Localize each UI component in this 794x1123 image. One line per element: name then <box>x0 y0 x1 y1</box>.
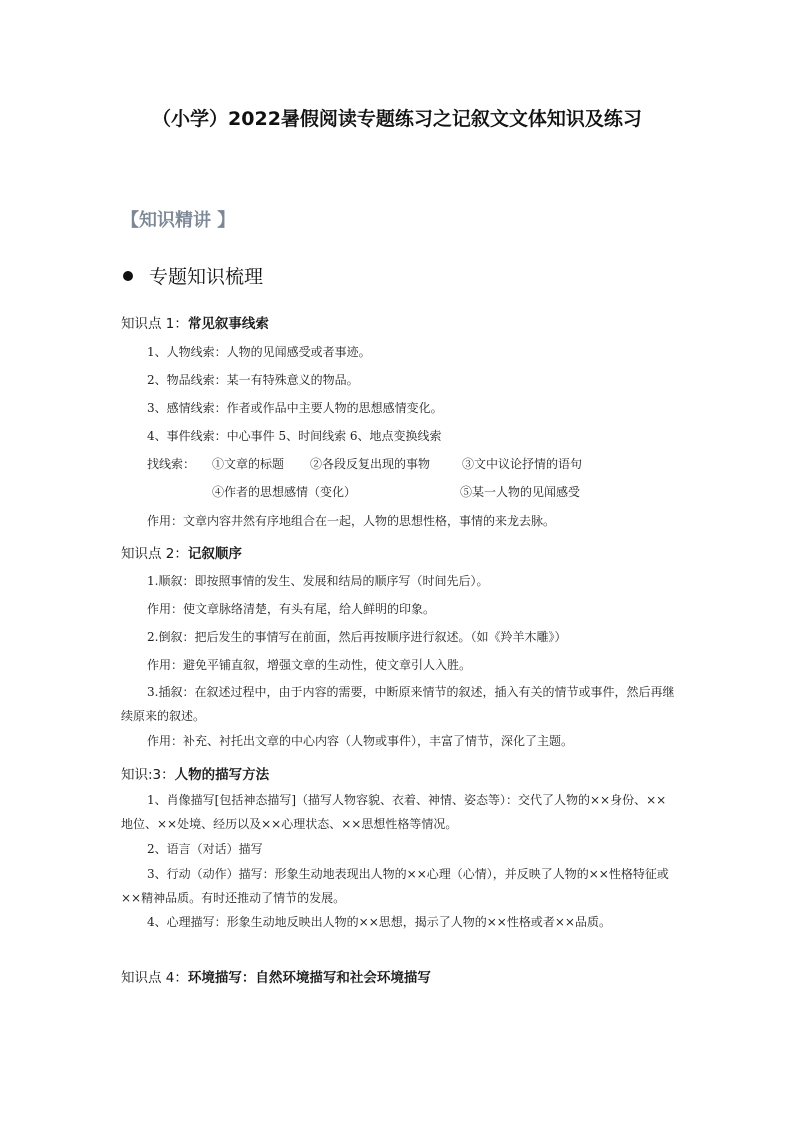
kp1-heading <box>121 312 269 332</box>
section-tag: 【知识精讲 】 <box>121 210 236 231</box>
find-clue-d: ④作者的思想感情（变化） <box>212 485 357 499</box>
kp3-name: 人物的描写方法 <box>174 767 270 783</box>
kp2-line-5: 3.插叙：在叙述过程中，由于内容的需要，中断原来情节的叙述，插入有关的情节或事件，然后再继续原来的叙述。 <box>121 685 675 723</box>
kp3-label: 知识:3： <box>121 767 175 783</box>
kp2-line-2: 作用：使文章脉络清楚，有头有尾，给人鲜明的印象。 <box>147 602 436 616</box>
kp3-para-2: 2、语言（对话）描写 <box>147 842 263 856</box>
kp1-item-1: 1、人物线索：人物的见闻感受或者事迹。 <box>147 345 371 359</box>
kp1-item-4: 4、事件线索：中心事件 5、时间线索 6、地点变换线索 <box>147 429 442 443</box>
topic-heading-text: 专题知识梳理 <box>149 266 264 288</box>
find-clue-b: ②各段反复出现的事物 <box>310 457 431 471</box>
kp4-heading <box>121 966 431 986</box>
find-clue-label: 找线索： <box>147 457 196 471</box>
kp2-heading <box>121 542 242 562</box>
kp4-name: 环境描写：自然环境描写和社会环境描写 <box>187 970 431 986</box>
kp4-label: 知识点 4： <box>121 970 188 986</box>
kp2-line-1: 1.顺叙：即按照事情的发生、发展和结局的顺序写（时间先后）。 <box>147 574 489 588</box>
kp2-name: 记叙顺序 <box>187 546 242 562</box>
kp1-effect: 作用：文章内容井然有序地组合在一起，人物的思想性格，事情的来龙去脉。 <box>147 514 556 528</box>
kp2-line-3: 2.倒叙：把后发生的事情写在前面，然后再按顺序进行叙述。（如《羚羊木雕》） <box>147 630 567 644</box>
kp1-item-3: 3、感情线索：作者或作品中主要人物的思想感情变化。 <box>147 401 443 415</box>
kp2-line-6: 作用：补充、衬托出文章的中心内容（人物或事件），丰富了情节，深化了主题。 <box>147 734 574 748</box>
kp3-para-4: 4、心理描写：形象生动地反映出人物的××思想，揭示了人物的××性格或者××品质。 <box>147 915 611 929</box>
page-title: （小学）2022暑假阅读专题练习之记叙文文体知识及练习 <box>152 108 642 130</box>
find-clue-e: ⑤某一人物的见闻感受 <box>460 485 581 499</box>
topic-heading <box>123 262 263 289</box>
kp3-heading <box>121 763 269 783</box>
kp1-label: 知识点 1： <box>121 316 188 332</box>
find-clue-c: ③文中议论抒情的语句 <box>462 457 583 471</box>
kp2-label: 知识点 2： <box>121 546 188 562</box>
kp2-line-4: 作用：避免平铺直叙，增强文章的生动性，使文章引人入胜。 <box>147 658 472 672</box>
kp1-name: 常见叙事线索 <box>187 316 269 332</box>
find-clue-a: ①文章的标题 <box>212 457 285 471</box>
bullet-icon <box>123 271 133 281</box>
kp1-item-2: 2、物品线索：某一有特殊意义的物品。 <box>147 373 359 387</box>
kp3-para-3: 3、行动（动作）描写：形象生动地表现出人物的××心理（心情），并反映了人物的××性格特征或××精神品质。有时还推动了情节的发展。 <box>121 867 669 905</box>
kp3-para-1: 1、肖像描写[包括神态描写]（描写人物容貌、衣着、神情、姿态等）：交代了人物的××身份、××地位、××处境、经历以及××心理状态、××思想性格等情况。 <box>121 793 667 831</box>
